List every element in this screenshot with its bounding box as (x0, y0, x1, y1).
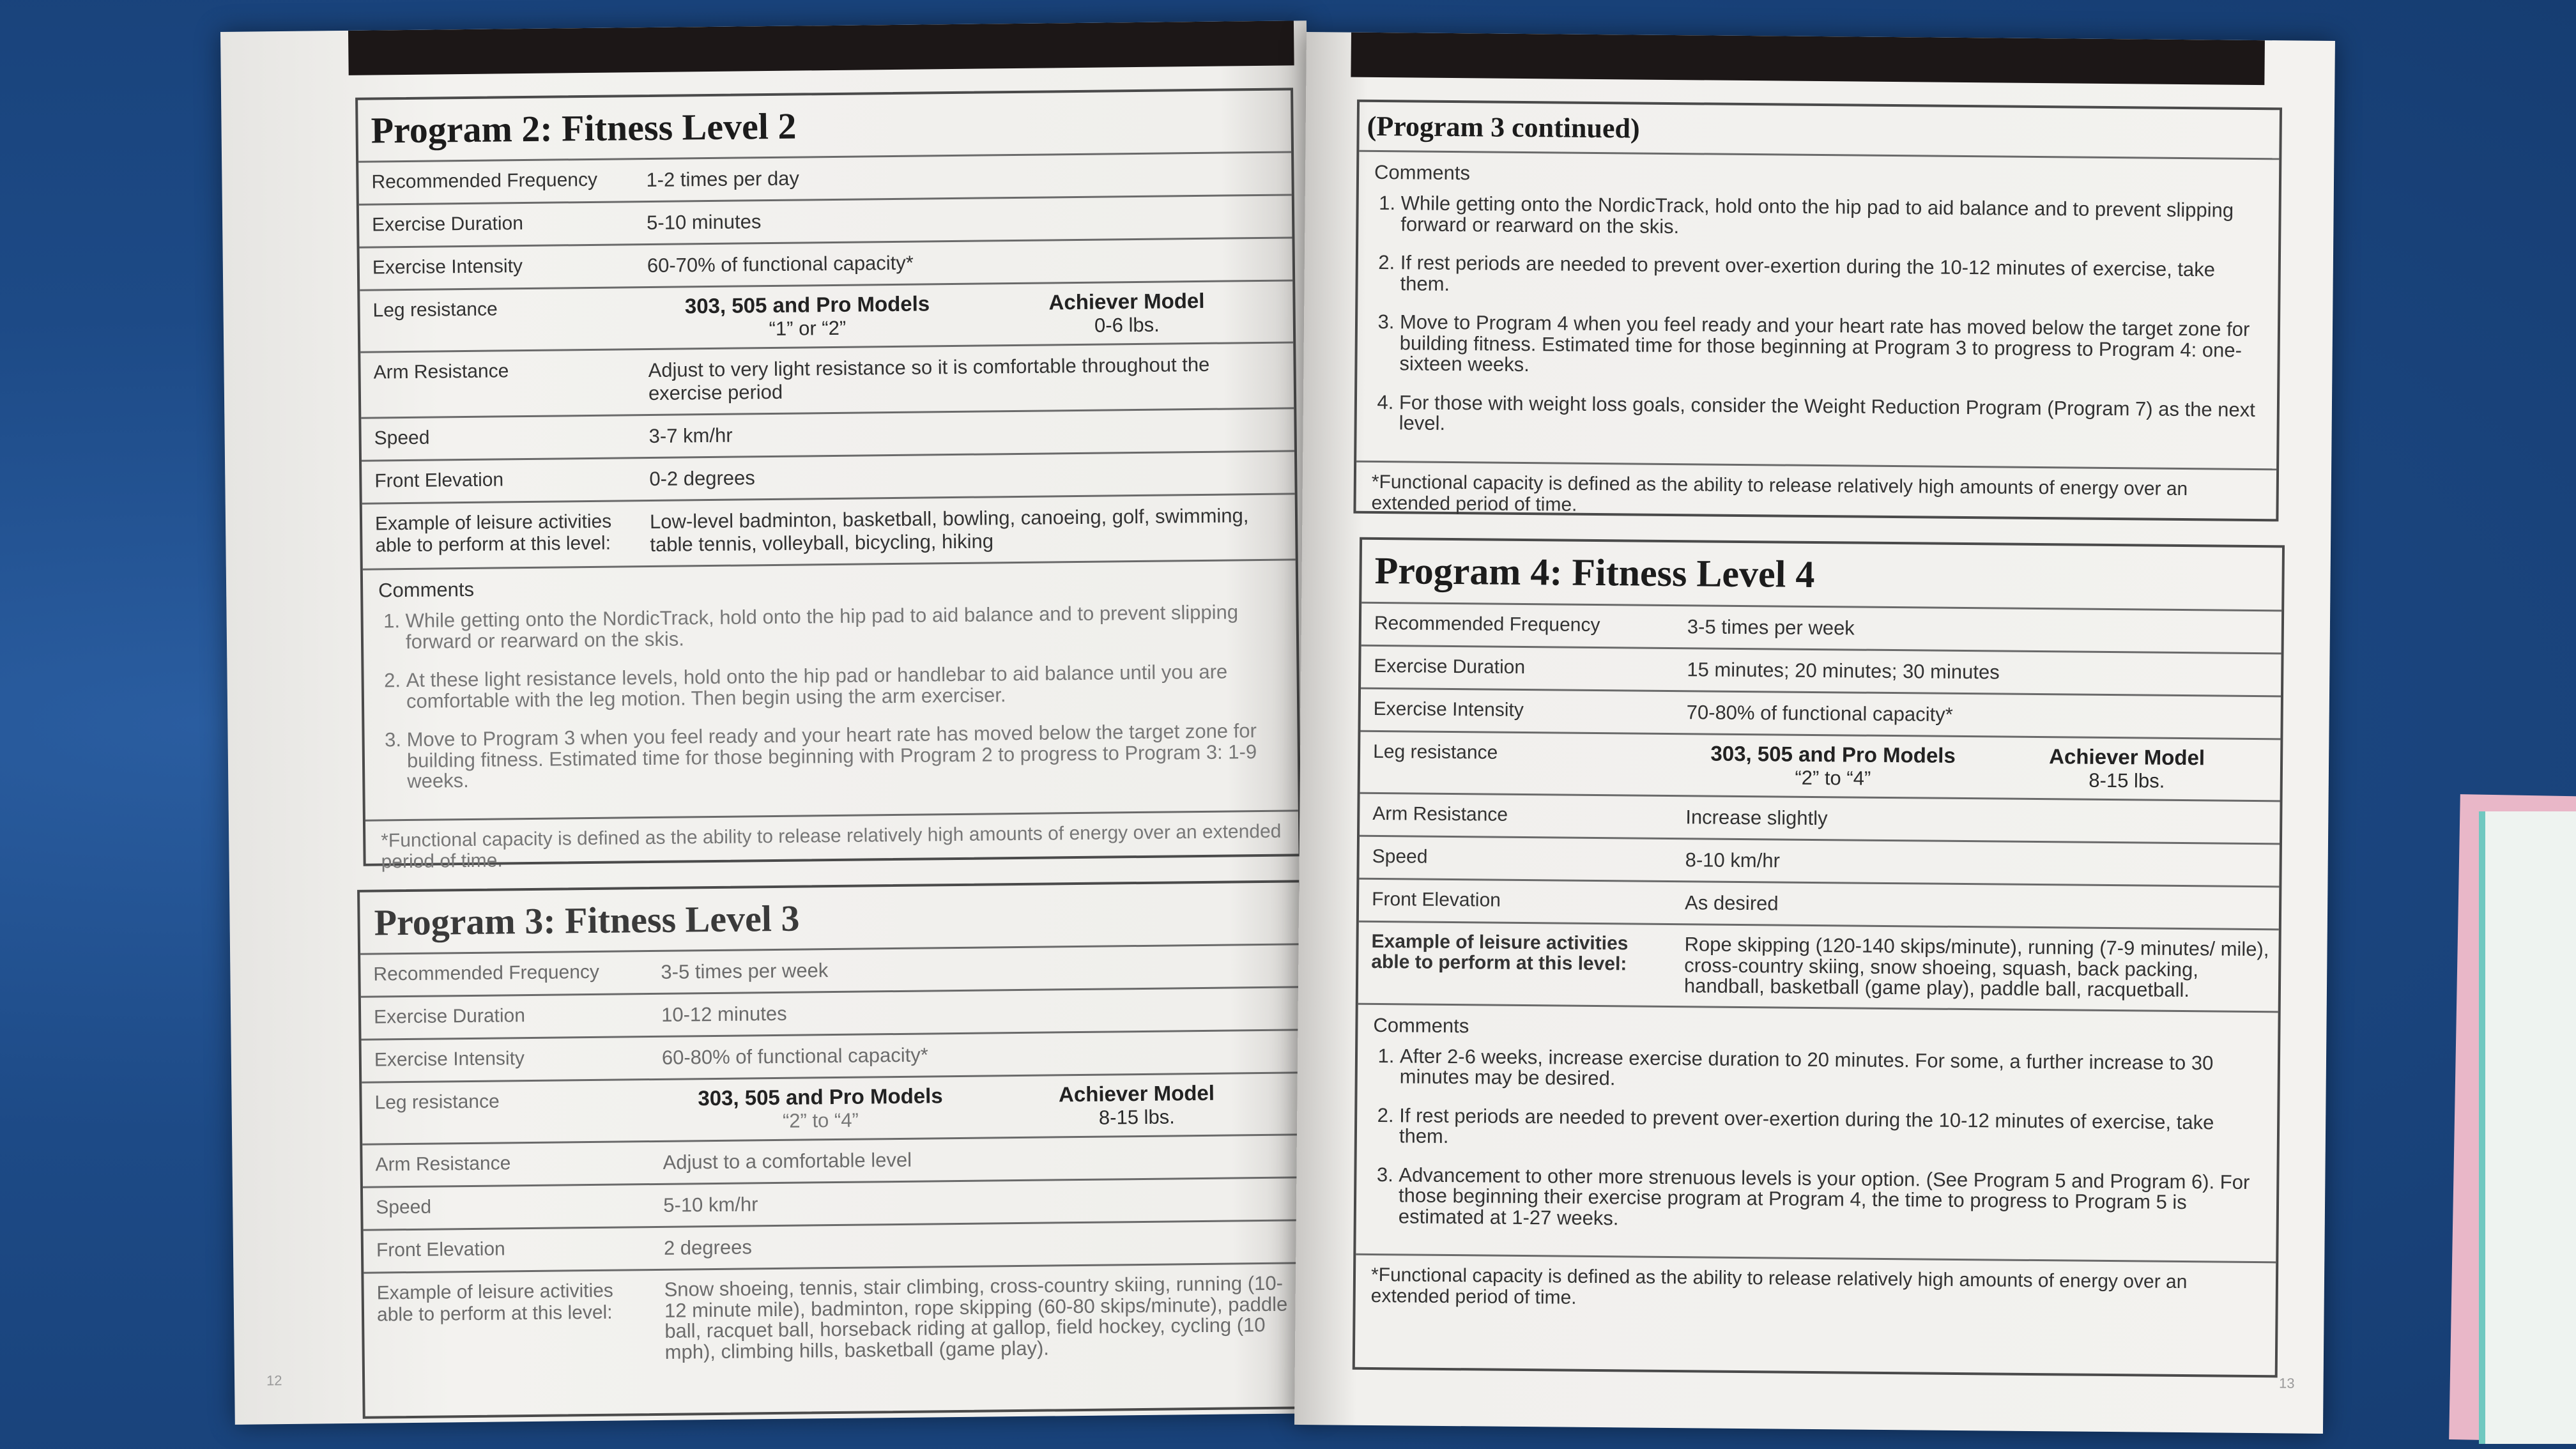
leg-resistance-models (1680, 735, 2281, 800)
row-value: 3-5 times per week (661, 959, 829, 983)
row-label: Arm Resistance (1372, 802, 1508, 825)
program-4-title: Program 4: Fitness Level 4 (1374, 549, 1815, 595)
p3-row-leg-resistance (362, 1071, 1301, 1143)
p4-footnote: *Functional capacity is defined as the ability to release relatively high amounts of energy over an extended period of time. (1355, 1254, 2276, 1324)
row-label: Recommended Frequency (1374, 612, 1600, 636)
row-value: 3-7 km/hr (648, 424, 733, 448)
row-label: Recommended Frequency (371, 169, 598, 193)
row-label: Exercise Intensity (1373, 698, 1524, 721)
p3-cont-comments (1356, 150, 2279, 468)
page-number: 13 (2279, 1375, 2295, 1392)
p4-comments (1356, 1002, 2278, 1261)
comment-item: 1. While getting onto the NordicTrack, hold onto the hip pad to aid balance and to prevent slipping forward or rearward on the skis. (1400, 193, 2264, 242)
p4-row-leisure-activities (1358, 921, 2279, 1011)
models-303-505-pro-value: “2” to “4” (782, 1108, 859, 1132)
p4-row-arm-resistance (1360, 792, 2280, 843)
models-303-505-pro-heading: 303, 505 and Pro Models (684, 291, 930, 318)
row-label: Exercise Duration (1374, 655, 1526, 678)
row-value: As desired (1684, 891, 1779, 915)
leg-resistance-models (656, 1073, 1301, 1140)
leg-resistance-models (641, 281, 1293, 348)
row-label: Leg resistance (1373, 740, 1498, 763)
row-value: Adjust to a comfortable level (663, 1148, 912, 1174)
comment-item: 3. Move to Program 3 when you feel ready and your heart rate has moved below the target zone for building fitness. Estimated time for those beginning with Program 2 to progress to Program 3: 1-9 weeks. (406, 721, 1282, 792)
comment-item: 3. Move to Program 4 when you feel ready and your heart rate has moved below the target zone for building fitness. Estimated time for those beginning at Program 3 to progress to Program 4: one-sixteen weeks. (1399, 312, 2262, 381)
achiever-model-heading: Achiever Model (1048, 288, 1205, 314)
row-value: 0-2 degrees (649, 466, 755, 491)
program-3-title: Program 3: Fitness Level 3 (374, 897, 800, 944)
comments-heading: Comments (378, 578, 475, 602)
achiever-model-heading: Achiever Model (1058, 1080, 1215, 1107)
row-label: Arm Resistance (375, 1153, 511, 1176)
comment-item: 3. Advancement to other more strenuous levels is your option. (See Program 5 and Program 6). For those beginning their exercise program at Program 4, the time to progress to Program 5 is estimated at 1-27 weeks. (1399, 1165, 2262, 1234)
achiever-model-heading: Achiever Model (2049, 744, 2205, 770)
row-label: Front Elevation (374, 469, 504, 492)
row-label: Speed (1372, 845, 1428, 868)
comment-item: 1. While getting onto the NordicTrack, hold onto the hip pad to aid balance and to prevent slipping forward or rearward on the skis. (406, 602, 1282, 652)
row-label: Arm Resistance (373, 360, 509, 383)
row-value: 60-70% of functional capacity* (647, 251, 914, 277)
achiever-model-value: 8-15 lbs. (2089, 769, 2165, 792)
p4-row-leg-resistance (1360, 730, 2281, 801)
p2-row-arm-resistance (360, 341, 1294, 417)
models-303-505-pro-value: “1” or “2” (769, 316, 847, 341)
manual-right-page (1294, 32, 2335, 1434)
row-value: Low-level badminton, basketball, bowling, canoeing, golf, swimming, table tennis, volleyball, bicycling, hiking (649, 504, 1249, 556)
row-label: Exercise Duration (373, 1005, 526, 1028)
manual-left-page (220, 20, 1321, 1425)
row-value: Snow shoeing, tennis, stair climbing, cross-country skiing, running (10-12 minute mile), badminton, rope skipping (60-80 skips/minute), paddle ball, racquet ball, horseback riding at gallop, field hockey, cycling (10 mph), climbing hills, basketball (game play). (664, 1271, 1288, 1363)
models-303-505-pro-value: “2” to “4” (1795, 766, 1871, 790)
row-label: Leg resistance (374, 1091, 500, 1114)
row-label: Front Elevation (1372, 888, 1501, 911)
row-value: 3-5 times per week (1687, 615, 1855, 640)
row-value: Adjust to very light resistance so it is comfortable throughout the exercise period (648, 353, 1210, 405)
comment-item: 2. If rest periods are needed to prevent over-exertion during the 10-12 minutes of exercise, take them. (1399, 1105, 2262, 1154)
row-value: 2 degrees (663, 1236, 753, 1259)
row-value: Increase slightly (1685, 806, 1828, 830)
achiever-model-value: 8-15 lbs. (1098, 1105, 1175, 1129)
row-label: Example of leisure activities able to perform at this level: (1371, 930, 1629, 974)
row-label: Speed (374, 427, 430, 449)
row-label: Exercise Intensity (372, 256, 523, 279)
row-value: 60-80% of functional capacity* (661, 1043, 929, 1069)
program-3-box (357, 880, 1307, 1418)
models-303-505-pro-heading: 303, 505 and Pro Models (698, 1084, 943, 1110)
row-value: 10-12 minutes (661, 1002, 787, 1026)
models-303-505-pro-heading: 303, 505 and Pro Models (1710, 741, 1956, 767)
p2-footnote: *Functional capacity is defined as the ability to release relatively high amounts of energy over an extended period of time. (365, 809, 1299, 881)
comment-item: 4. For those with weight loss goals, consider the Weight Reduction Program (Program 7) as the next level. (1399, 392, 2262, 441)
program-2-title: Program 2: Fitness Level 2 (371, 105, 797, 151)
row-value: 5-10 km/hr (663, 1193, 758, 1216)
page-header-bar (1351, 33, 2265, 85)
row-value: 1-2 times per day (646, 167, 800, 192)
p3-cont-footnote: *Functional capacity is defined as the ability to release relatively high amounts of energy over an extended period of time. (1356, 461, 2276, 531)
p4-row-speed (1359, 835, 2280, 886)
row-label: Leg resistance (372, 298, 498, 321)
row-label: Example of leisure activities able to perform at this level: (374, 510, 612, 556)
comments-heading: Comments (1374, 160, 1471, 185)
p2-row-leg-resistance (360, 279, 1293, 351)
row-value: Rope skipping (120-140 skips/minute), running (7-9 minutes/ mile), cross-country skiing, snow shoeing, squash, back packing, handball, basketball (game play), paddle ball, racquetball. (1683, 933, 2269, 1002)
p4-row-front-elevation (1359, 878, 2280, 929)
p4-row-duration (1361, 645, 2281, 696)
row-label: Exercise Intensity (374, 1048, 525, 1071)
page-header-bar (348, 20, 1294, 75)
row-label: Exercise Duration (372, 213, 524, 236)
p4-row-frequency (1361, 602, 2282, 653)
p3-row-leisure-activities (364, 1262, 1304, 1375)
comment-item: 2. If rest periods are needed to prevent over-exertion during the 10-12 minutes of exercise, take them. (1400, 252, 2263, 302)
comment-item: 1. After 2-6 weeks, increase exercise duration to 20 minutes. For some, a further increase to 30 minutes may be desired. (1400, 1046, 2263, 1095)
row-value: 15 minutes; 20 minutes; 30 minutes (1687, 658, 2000, 684)
comment-item: 2. At these light resistance levels, hold onto the hip pad or handlebar to aid balance until you are comfortable with the leg motion. Then begin using the arm exerciser. (406, 661, 1282, 712)
row-label: Speed (376, 1196, 432, 1218)
comments-heading: Comments (1373, 1013, 1469, 1037)
row-value: 8-10 km/hr (1685, 848, 1781, 872)
p2-comments (363, 558, 1298, 819)
achiever-model-value: 0-6 lbs. (1094, 313, 1160, 337)
teal-paper-edge (2479, 811, 2576, 1444)
program-4-box (1353, 537, 2285, 1378)
page-number: 12 (266, 1372, 282, 1389)
program-3-continued-title: (Program 3 continued) (1367, 110, 1640, 144)
row-label: Recommended Frequency (373, 961, 600, 985)
row-label: Front Elevation (376, 1238, 505, 1261)
program-3-continued-box (1353, 100, 2282, 522)
row-value: 5-10 minutes (646, 210, 762, 234)
p2-row-leisure-activities (362, 493, 1296, 568)
program-2-box (355, 88, 1301, 873)
row-value: 70-80% of functional capacity* (1686, 701, 1953, 726)
p4-row-intensity (1360, 687, 2281, 739)
row-label: Example of leisure activities able to perform at this level: (376, 1280, 613, 1326)
